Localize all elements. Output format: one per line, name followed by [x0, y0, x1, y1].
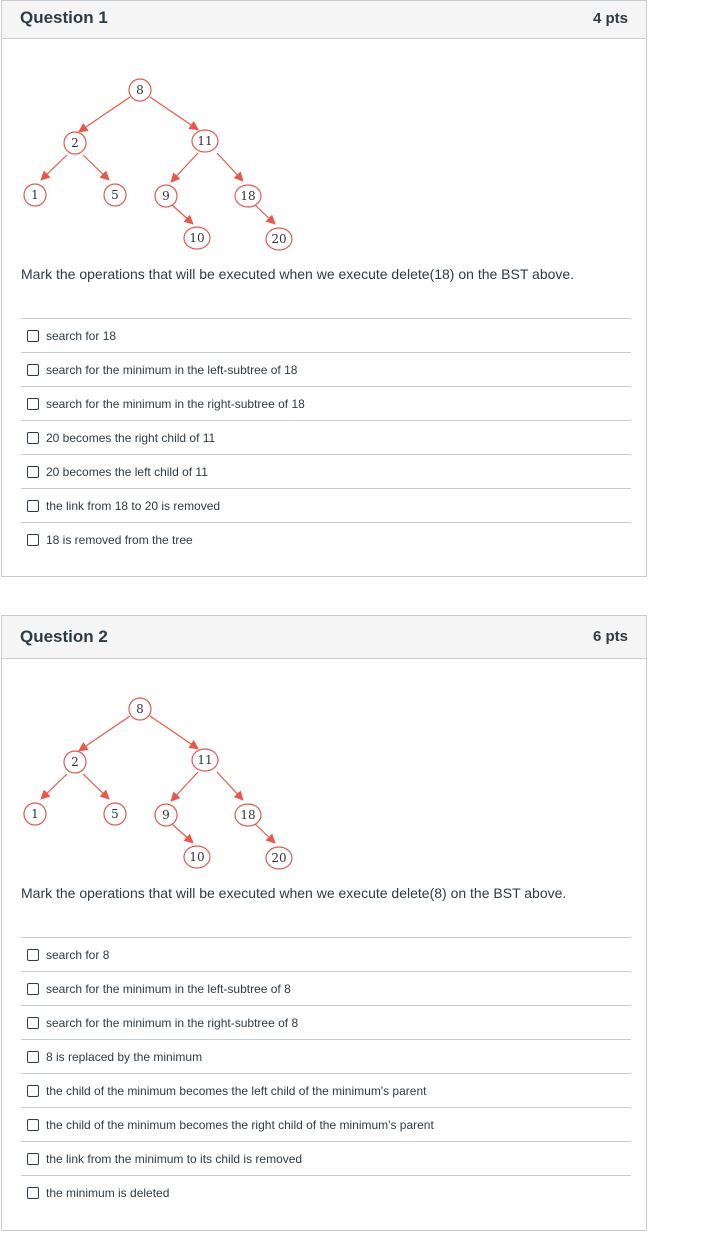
checkbox[interactable] — [27, 1119, 39, 1131]
answer-label: search for 8 — [46, 947, 110, 962]
tree-node-label: 11 — [197, 753, 213, 767]
edge — [172, 824, 192, 842]
checkbox[interactable] — [27, 364, 39, 376]
edge — [80, 716, 130, 750]
answer-option[interactable] — [21, 1073, 631, 1107]
answer-label: the link from the minimum to its child is removed — [46, 1151, 303, 1166]
answer-option[interactable] — [21, 454, 631, 488]
answer-label: 8 is replaced by the minimum — [46, 1049, 203, 1064]
answer-label: search for 18 — [46, 328, 117, 343]
tree-node-label: 1 — [31, 188, 39, 202]
answer-option[interactable] — [21, 420, 631, 454]
tree-node-label: 9 — [162, 189, 170, 203]
bst-diagram — [20, 656, 310, 865]
answer-list — [21, 937, 631, 1209]
tree-node-label: 8 — [136, 702, 144, 716]
answer-option[interactable] — [21, 1175, 631, 1209]
checkbox[interactable] — [27, 983, 39, 995]
answer-option[interactable] — [21, 522, 631, 556]
tree-node-label: 18 — [240, 189, 256, 203]
tree-node-label: 18 — [240, 808, 256, 822]
answer-option[interactable] — [21, 352, 631, 386]
edge — [42, 774, 67, 798]
answer-label: search for the minimum in the left-subtree of 8 — [46, 981, 291, 996]
tree-node-label: 9 — [162, 808, 170, 822]
answer-label: search for the minimum in the right-subtree of 8 — [46, 1015, 299, 1030]
edge — [217, 772, 242, 799]
answer-option[interactable] — [21, 937, 631, 971]
answer-label: the child of the minimum becomes the right child of the minimum's parent — [46, 1117, 434, 1132]
tree-node-label: 20 — [271, 851, 287, 865]
tree-node-label: 1 — [31, 807, 39, 821]
edge — [150, 716, 197, 748]
checkbox[interactable] — [27, 1085, 39, 1097]
checkbox[interactable] — [27, 1051, 39, 1063]
answer-label: the minimum is deleted — [46, 1185, 170, 1200]
tree-node-label: 10 — [189, 850, 205, 864]
tree-node-label: 8 — [136, 83, 144, 97]
question-1-card — [1, 0, 647, 577]
question-prompt: Mark the operations that will be executed when we execute delete(8) on the BST above. — [21, 885, 567, 901]
question-title: Question 2 — [20, 627, 108, 646]
checkbox[interactable] — [27, 949, 39, 961]
checkbox[interactable] — [27, 330, 39, 342]
checkbox[interactable] — [27, 1017, 39, 1029]
answer-label: the child of the minimum becomes the left child of the minimum's parent — [46, 1083, 427, 1098]
edge — [217, 153, 242, 180]
checkbox[interactable] — [27, 534, 39, 546]
answer-option[interactable] — [21, 318, 631, 352]
tree-node-label: 20 — [271, 232, 287, 246]
edge — [150, 97, 197, 129]
tree-node-label: 2 — [71, 136, 79, 150]
answer-label: search for the minimum in the left-subtree of 18 — [46, 362, 298, 377]
answer-label: 18 is removed from the tree — [46, 532, 193, 547]
tree-node-label: 2 — [71, 755, 79, 769]
answer-label: 20 becomes the left child of 11 — [46, 464, 208, 479]
edge — [172, 772, 198, 800]
tree-node-label: 10 — [189, 231, 205, 245]
tree-node-label: 5 — [111, 188, 119, 202]
tree-node-label: 11 — [197, 134, 213, 148]
edge — [42, 155, 67, 179]
question-title: Question 1 — [20, 8, 108, 27]
question-header — [2, 1, 646, 39]
checkbox[interactable] — [27, 398, 39, 410]
tree-node-label: 5 — [111, 807, 119, 821]
answer-option[interactable] — [21, 1005, 631, 1039]
question-header — [2, 616, 646, 659]
answer-option[interactable] — [21, 488, 631, 522]
answer-option[interactable] — [21, 1141, 631, 1175]
edge — [83, 774, 108, 798]
answer-label: the link from 18 to 20 is removed — [46, 498, 221, 513]
checkbox[interactable] — [27, 1153, 39, 1165]
edge — [255, 205, 274, 223]
answer-label: 20 becomes the right child of 11 — [46, 430, 216, 445]
answer-option[interactable] — [21, 1039, 631, 1073]
question-2-card — [1, 615, 647, 1231]
answer-option[interactable] — [21, 971, 631, 1005]
question-prompt: Mark the operations that will be executed when we execute delete(18) on the BST above. — [21, 266, 575, 282]
answer-option[interactable] — [21, 386, 631, 420]
bst-diagram — [20, 37, 310, 246]
edge — [255, 824, 274, 842]
checkbox[interactable] — [27, 500, 39, 512]
question-points: 6 pts — [592, 628, 628, 645]
answer-label: search for the minimum in the right-subtree of 18 — [46, 396, 305, 411]
checkbox[interactable] — [27, 432, 39, 444]
checkbox[interactable] — [27, 1187, 39, 1199]
edge — [172, 205, 192, 223]
question-points: 4 pts — [592, 10, 628, 27]
edge — [80, 97, 130, 131]
edge — [83, 155, 108, 179]
edge — [172, 153, 198, 181]
answer-list — [21, 318, 631, 556]
checkbox[interactable] — [27, 466, 39, 478]
answer-option[interactable] — [21, 1107, 631, 1141]
